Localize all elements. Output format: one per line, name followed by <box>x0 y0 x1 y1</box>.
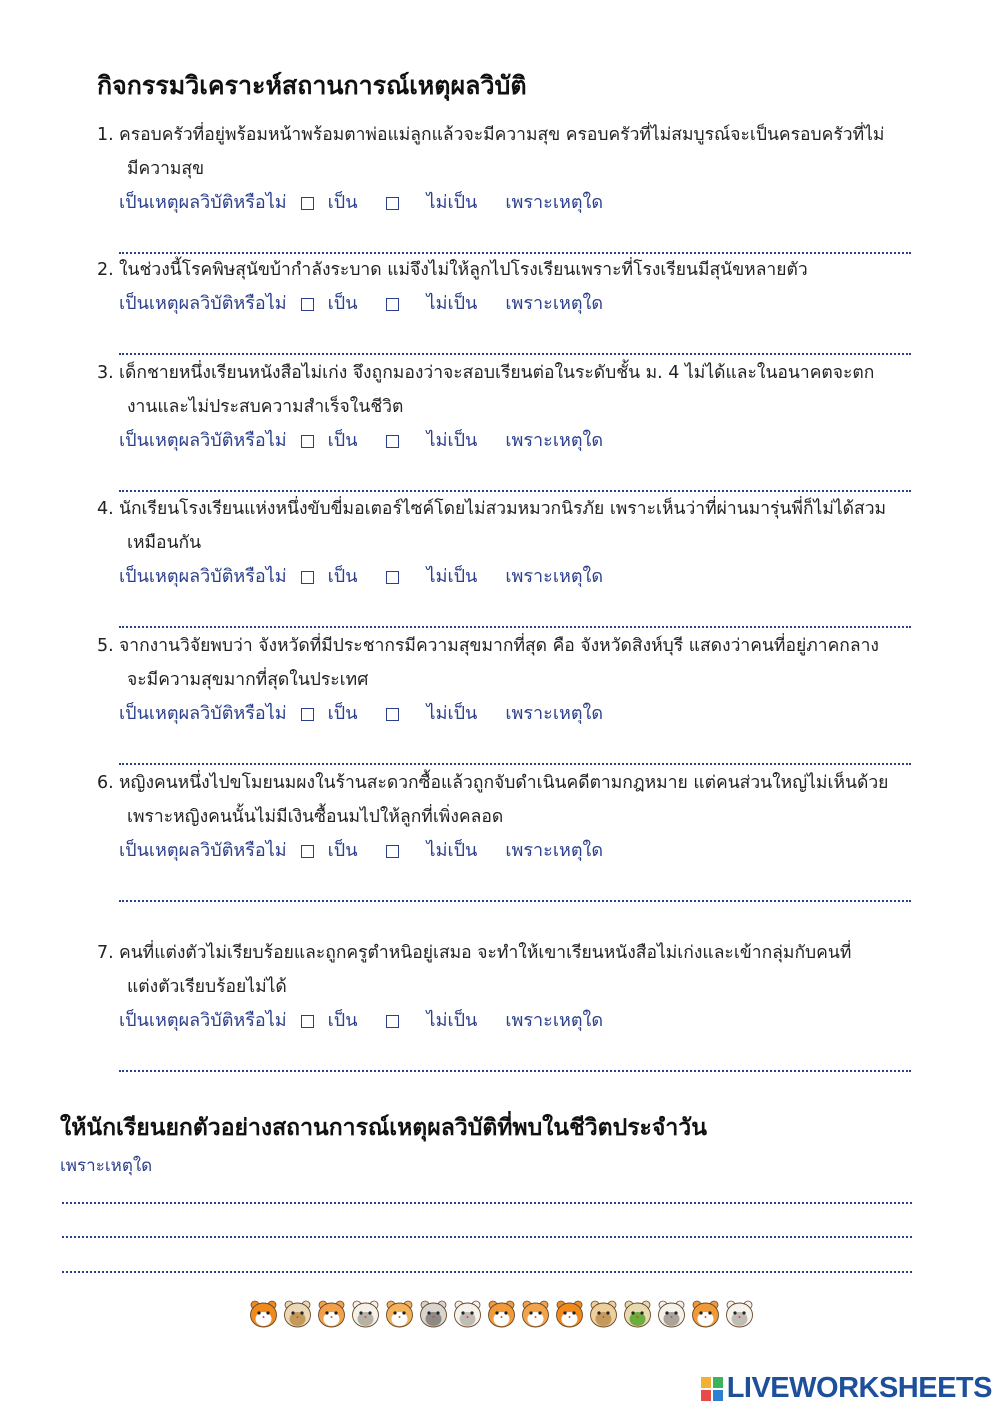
answer-line[interactable] <box>119 321 911 355</box>
yes-checkbox[interactable] <box>301 708 314 721</box>
fallacy-choice-row <box>97 1004 947 1038</box>
fallacy-question-label: เป็นเหตุผลวิบัติหรือไม่ <box>119 566 287 587</box>
question-5 <box>97 629 947 765</box>
fallacy-question-label: เป็นเหตุผลวิบัติหรือไม่ <box>119 703 287 724</box>
no-label: ไม่เป็น <box>426 192 478 213</box>
question-text-line <box>97 936 947 970</box>
question-text-line <box>97 970 947 1004</box>
question-2 <box>97 253 947 355</box>
no-checkbox[interactable] <box>386 571 399 584</box>
section-title: ให้นักเรียนยกตัวอย่างสถานการณ์เหตุผลวิบัติที่พบในชีวิตประจำวัน <box>60 1115 707 1141</box>
no-label: ไม่เป็น <box>426 293 478 314</box>
hamster-icon <box>622 1297 653 1330</box>
reason-label: เพราะเหตุใด <box>505 1010 604 1031</box>
no-label: ไม่เป็น <box>426 566 478 587</box>
reason-label: เพราะเหตุใด <box>505 293 604 314</box>
question-text: จะมีความสุขมากที่สุดในประเทศ <box>127 670 369 690</box>
yes-checkbox[interactable] <box>301 298 314 311</box>
hamster-icon <box>248 1297 279 1330</box>
brand-name: LIVEWORKSHEETS <box>726 1372 992 1404</box>
question-text: เหมือนกัน <box>127 533 202 553</box>
question-4 <box>97 492 947 628</box>
yes-label: เป็น <box>327 192 358 213</box>
hamster-icon <box>452 1297 483 1330</box>
no-checkbox[interactable] <box>386 1015 399 1028</box>
reason-label: เพราะเหตุใด <box>505 703 604 724</box>
yes-label: เป็น <box>327 430 358 451</box>
question-text: แต่งตัวเรียบร้อยไม่ได้ <box>127 977 287 997</box>
question-text-line <box>97 492 947 526</box>
yes-label: เป็น <box>327 840 358 861</box>
fallacy-question-label: เป็นเหตุผลวิบัติหรือไม่ <box>119 840 287 861</box>
fallacy-choice-row <box>97 287 947 321</box>
yes-label: เป็น <box>327 293 358 314</box>
hamster-icon <box>690 1297 721 1330</box>
question-text: หญิงคนหนึ่งไปขโมยนมผงในร้านสะดวกซื้อแล้วถูกจับดำเนินคดีตามกฎหมาย แต่คนส่วนใหญ่ไม่เห็นด้วย <box>119 773 889 793</box>
hamster-decoration-strip <box>248 1297 755 1330</box>
yes-checkbox[interactable] <box>301 435 314 448</box>
question-text: เพราะหญิงคนนั้นไม่มีเงินซื้อนมไปให้ลูกที่เพิ่งคลอด <box>127 807 504 827</box>
question-1 <box>97 118 947 254</box>
answer-line[interactable] <box>119 594 911 628</box>
answer-line[interactable] <box>119 1038 911 1072</box>
question-6 <box>97 766 947 902</box>
question-text-line <box>97 663 947 697</box>
question-text: ครอบครัวที่อยู่พร้อมหน้าพร้อมตาพ่อแม่ลูกแล้วจะมีความสุข ครอบครัวที่ไม่สมบูรณ์จะเป็นครอบครัวที่ไม่ <box>119 125 885 145</box>
hamster-icon <box>724 1297 755 1330</box>
reason-label: เพราะเหตุใด <box>505 566 604 587</box>
question-text: คนที่แต่งตัวไม่เรียบร้อยและถูกครูตำหนิอยู่เสมอ จะทำให้เขาเรียนหนังสือไม่เก่งและเข้ากลุ่มกับคนที่ <box>119 943 852 963</box>
yes-checkbox[interactable] <box>301 845 314 858</box>
fallacy-choice-row <box>97 186 947 220</box>
reason-label: เพราะเหตุใด <box>505 430 604 451</box>
hamster-icon <box>316 1297 347 1330</box>
hamster-icon <box>588 1297 619 1330</box>
fallacy-question-label: เป็นเหตุผลวิบัติหรือไม่ <box>119 192 287 213</box>
no-checkbox[interactable] <box>386 708 399 721</box>
hamster-icon <box>350 1297 381 1330</box>
question-number: 2. <box>97 260 114 280</box>
question-text: เด็กชายหนึ่งเรียนหนังสือไม่เก่ง จึงถูกมองว่าจะสอบเรียนต่อในระดับชั้น ม. 4 ไม่ได้และในอนาคตจะตก <box>119 363 875 383</box>
no-checkbox[interactable] <box>386 197 399 210</box>
question-number: 5. <box>97 636 114 656</box>
yes-checkbox[interactable] <box>301 197 314 210</box>
answer-line[interactable] <box>119 220 911 254</box>
yes-checkbox[interactable] <box>301 571 314 584</box>
question-number: 4. <box>97 499 114 519</box>
question-number: 3. <box>97 363 114 383</box>
liveworksheets-logo <box>701 1372 992 1405</box>
no-label: ไม่เป็น <box>426 703 478 724</box>
question-text: นักเรียนโรงเรียนแห่งหนึ่งขับขี่มอเตอร์ไซค์โดยไม่สวมหมวกนิรภัย เพราะเห็นว่าที่ผ่านมารุ่นพี่ก็ไม่ได้สวม <box>119 499 887 519</box>
section-prompt: เพราะเหตุใด <box>60 1156 153 1176</box>
question-number: 6. <box>97 773 114 793</box>
liveworksheets-logo-icon <box>701 1377 723 1401</box>
question-number: 1. <box>97 125 114 145</box>
question-text-line <box>97 253 947 287</box>
hamster-icon <box>384 1297 415 1330</box>
no-label: ไม่เป็น <box>426 430 478 451</box>
question-3 <box>97 356 947 492</box>
fallacy-choice-row <box>97 560 947 594</box>
question-text-line <box>97 152 947 186</box>
answer-line[interactable] <box>119 731 911 765</box>
question-text: มีความสุข <box>127 159 205 179</box>
question-text-line <box>97 390 947 424</box>
yes-label: เป็น <box>327 703 358 724</box>
reason-label: เพราะเหตุใด <box>505 192 604 213</box>
no-label: ไม่เป็น <box>426 1010 478 1031</box>
question-text-line <box>97 766 947 800</box>
no-checkbox[interactable] <box>386 298 399 311</box>
hamster-icon <box>520 1297 551 1330</box>
yes-checkbox[interactable] <box>301 1015 314 1028</box>
example-answer-line-1[interactable] <box>62 1200 912 1204</box>
yes-label: เป็น <box>327 1010 358 1031</box>
question-text: ในช่วงนี้โรคพิษสุนัขบ้ากำลังระบาด แม่จึงไม่ให้ลูกไปโรงเรียนเพราะที่โรงเรียนมีสุนัขหลายตัว <box>119 260 808 280</box>
answer-line[interactable] <box>119 458 911 492</box>
yes-label: เป็น <box>327 566 358 587</box>
question-text-line <box>97 356 947 390</box>
question-7 <box>97 936 947 1072</box>
question-text: งานและไม่ประสบความสำเร็จในชีวิต <box>127 397 404 417</box>
fallacy-question-label: เป็นเหตุผลวิบัติหรือไม่ <box>119 430 287 451</box>
question-number: 7. <box>97 943 114 963</box>
example-answer-line-3[interactable] <box>62 1269 912 1273</box>
fallacy-question-label: เป็นเหตุผลวิบัติหรือไม่ <box>119 1010 287 1031</box>
no-checkbox[interactable] <box>386 435 399 448</box>
reason-label: เพราะเหตุใด <box>505 840 604 861</box>
hamster-icon <box>282 1297 313 1330</box>
hamster-icon <box>656 1297 687 1330</box>
fallacy-choice-row <box>97 834 947 868</box>
answer-line[interactable] <box>119 868 911 902</box>
fallacy-choice-row <box>97 424 947 458</box>
fallacy-choice-row <box>97 697 947 731</box>
no-checkbox[interactable] <box>386 845 399 858</box>
example-answer-line-2[interactable] <box>62 1234 912 1238</box>
worksheet-title: กิจกรรมวิเคราะห์สถานการณ์เหตุผลวิบัติ <box>97 71 527 100</box>
question-text-line <box>97 118 947 152</box>
question-text-line <box>97 526 947 560</box>
hamster-icon <box>418 1297 449 1330</box>
fallacy-question-label: เป็นเหตุผลวิบัติหรือไม่ <box>119 293 287 314</box>
hamster-icon <box>554 1297 585 1330</box>
hamster-icon <box>486 1297 517 1330</box>
question-text-line <box>97 800 947 834</box>
question-text-line <box>97 629 947 663</box>
no-label: ไม่เป็น <box>426 840 478 861</box>
question-text: จากงานวิจัยพบว่า จังหวัดที่มีประชากรมีความสุขมากที่สุด คือ จังหวัดสิงห์บุรี แสดงว่าคนที่อยู่ภาคกลาง <box>119 636 879 656</box>
